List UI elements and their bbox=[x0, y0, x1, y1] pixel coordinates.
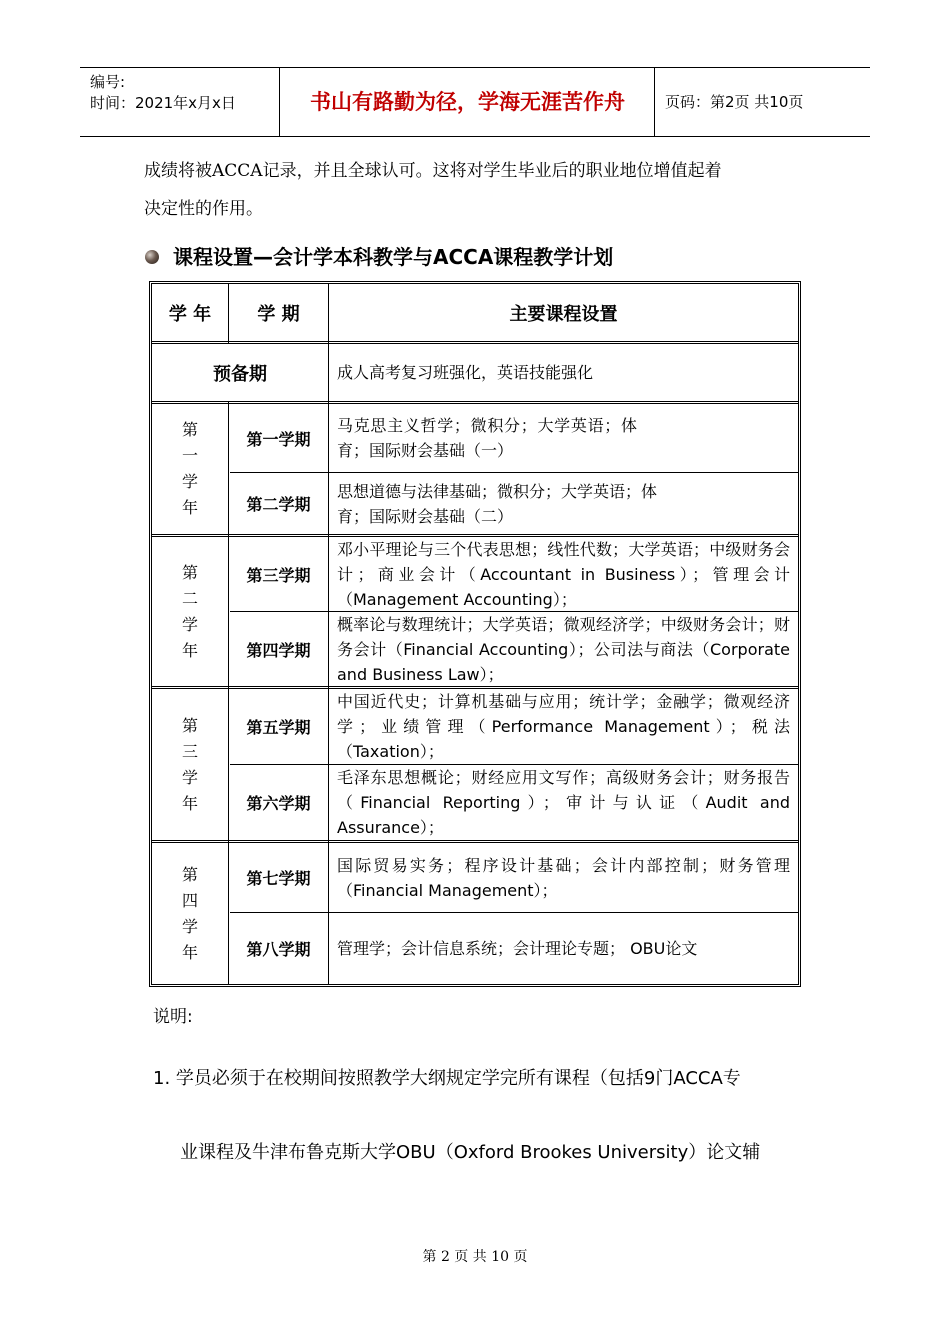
intro-line-2: 决定性的作用。 bbox=[144, 199, 263, 219]
header-page-info: 页码：第2页 共10页 bbox=[665, 93, 804, 111]
term-5-courses: 中国近代史；计算机基础与应用；统计学；金融学；微观经济学；业绩管理（Performance Management）；税法（Taxation）； bbox=[337, 692, 790, 761]
number-label: 编号: bbox=[90, 73, 126, 91]
year-3: 第 三 学 年 bbox=[181, 715, 198, 813]
date-label: 时间：2021年x月x日 bbox=[90, 94, 236, 112]
header-motto: 书山有路勤为径，学海无涯苦作舟 bbox=[281, 68, 655, 136]
header-year: 学 年 bbox=[168, 304, 212, 325]
term-7-courses: 国际贸易实务；程序设计基础；会计内部控制；财务管理（Financial Management）； bbox=[337, 855, 790, 900]
term-8-label: 第八学期 bbox=[246, 940, 311, 959]
term-4-courses: 概率论与数理统计；大学英语；微观经济学；中级财务会计；财务会计（Financial Accounting）；公司法与商法（Corporate and Business Law）； bbox=[337, 614, 790, 684]
notes-item-1-line-2: 业课程及牛津布鲁克斯大学OBU（Oxford Brookes University）论文辅 bbox=[180, 1142, 761, 1163]
intro-line-1: 成绩将被ACCA记录，并且全球认可。这将对学生毕业后的职业地位增值起着 bbox=[144, 161, 722, 181]
term-3-courses: 邓小平理论与三个代表思想；线性代数；大学英语；中级财务会计；商业会计（Accountant in Business）；管理会计（Management Accounting）； bbox=[337, 539, 790, 609]
bullet-icon bbox=[145, 250, 159, 264]
term-3-label: 第三学期 bbox=[246, 565, 311, 585]
term-8-courses: 管理学；会计信息系统；会计理论专题； OBU论文 bbox=[337, 939, 698, 958]
term-1-courses: 马克思主义哲学；微积分；大学英语；体育；国际财会基础（一） bbox=[337, 416, 637, 460]
page-header bbox=[80, 67, 870, 137]
prep-courses: 成人高考复习班强化，英语技能强化 bbox=[337, 363, 594, 382]
term-2-label: 第二学期 bbox=[246, 495, 311, 514]
term-2-courses: 思想道德与法律基础；微积分；大学英语；体育；国际财会基础（二） bbox=[337, 481, 658, 526]
year-4: 第 四 学 年 bbox=[181, 864, 198, 962]
year-1: 第 一 学 年 bbox=[181, 420, 198, 517]
term-7-label: 第七学期 bbox=[246, 869, 311, 888]
curriculum-table bbox=[149, 281, 801, 987]
notes-title: 说明: bbox=[153, 1007, 193, 1027]
term-4-label: 第四学期 bbox=[246, 640, 311, 660]
term-6-label: 第六学期 bbox=[246, 794, 311, 813]
header-term: 学 期 bbox=[257, 304, 300, 325]
term-6-courses: 毛泽东思想概论；财经应用文写作；高级财务会计；财务报告（Financial Reporting）；审计与认证（Audit and Assurance）； bbox=[337, 768, 790, 837]
term-5-label: 第五学期 bbox=[246, 718, 311, 737]
section-title-text: 课程设置—会计学本科教学与ACCA课程教学计划 bbox=[173, 245, 614, 269]
section-title bbox=[145, 242, 613, 272]
header-courses: 主要课程设置 bbox=[509, 304, 618, 325]
prep-label: 预备期 bbox=[213, 363, 267, 385]
page-footer: 第 2 页 共 10 页 bbox=[422, 1249, 528, 1265]
header-meta bbox=[80, 68, 280, 136]
year-2: 第 二 学 年 bbox=[181, 562, 198, 660]
notes-item-1-line-1: 1. 学员必须于在校期间按照教学大纲规定学完所有课程（包括9门ACCA专 bbox=[153, 1068, 741, 1089]
term-1-label: 第一学期 bbox=[246, 429, 311, 449]
